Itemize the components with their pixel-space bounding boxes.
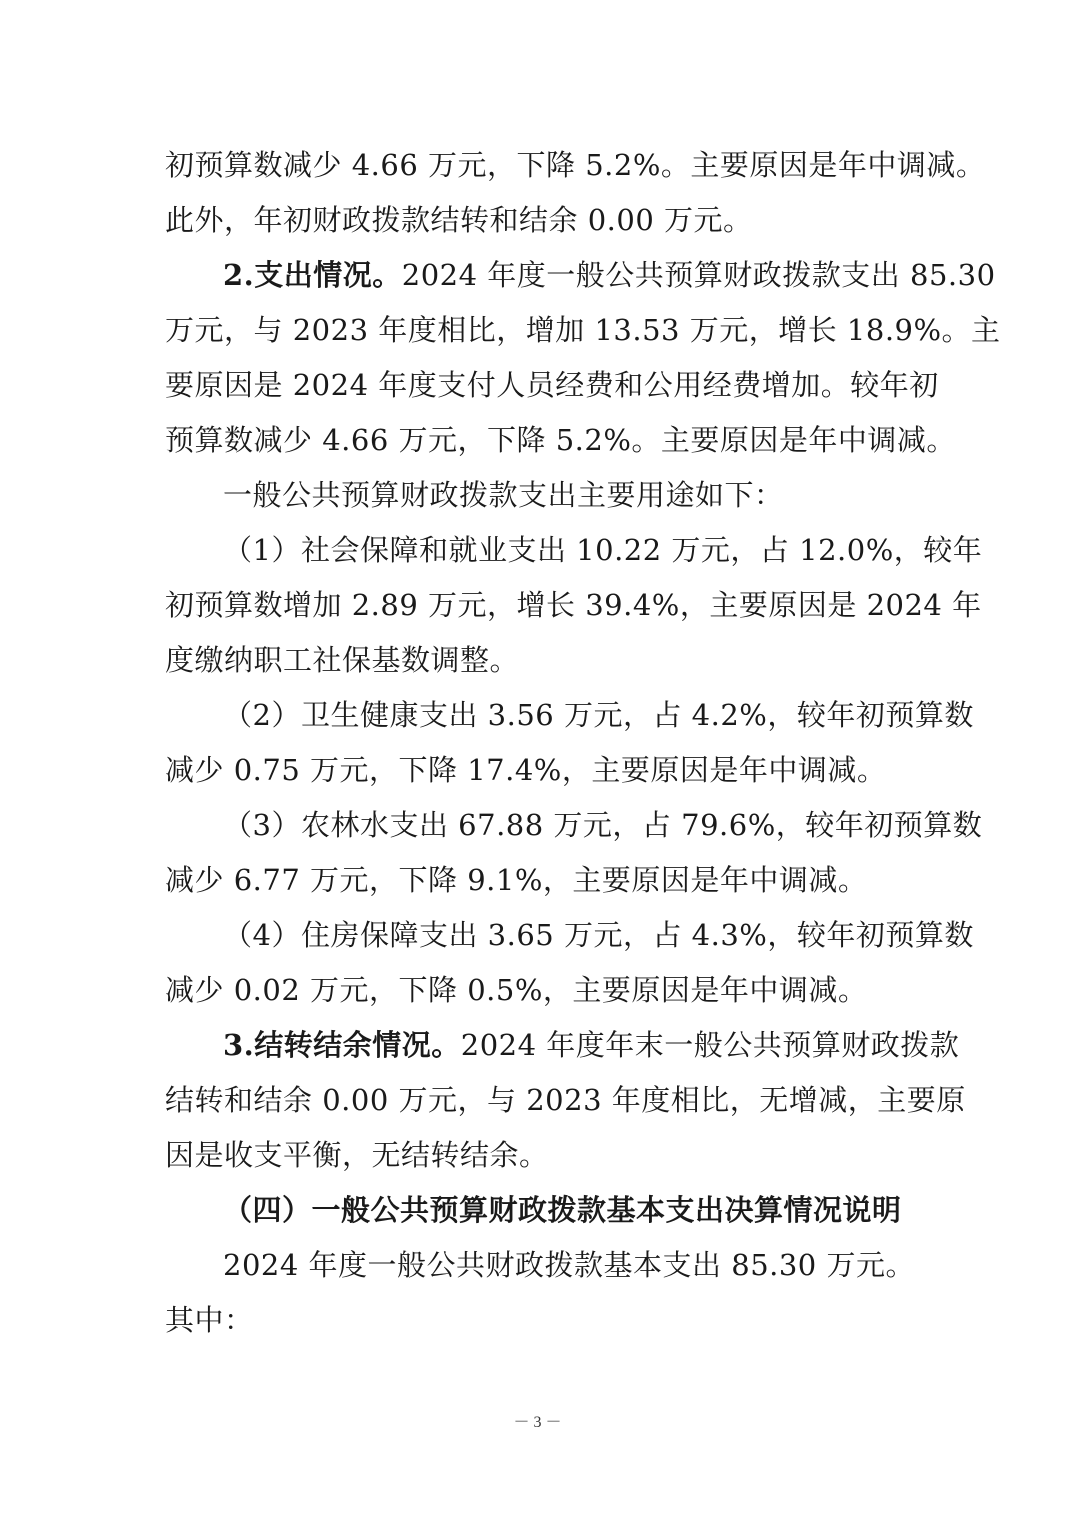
text-line: 减少 6.77 万元，下降 9.1%，主要原因是年中调减。 bbox=[165, 863, 868, 897]
text-line: 万元，与 2023 年度相比，增加 13.53 万元，增长 18.9%。主 bbox=[165, 313, 1001, 347]
text-line: 度缴纳职工社保基数调整。 bbox=[165, 643, 520, 677]
text-line: 因是收支平衡，无结转结余。 bbox=[165, 1138, 549, 1172]
text-line: 要原因是 2024 年度支付人员经费和公用经费增加。较年初 bbox=[165, 368, 939, 402]
text-line: 减少 0.75 万元，下降 17.4%，主要原因是年中调减。 bbox=[165, 753, 887, 787]
text-line: 此外，年初财政拨款结转和结余 0.00 万元。 bbox=[165, 203, 753, 237]
section-lead: 3.结转结余情况。 bbox=[223, 1028, 461, 1062]
text-line: 减少 0.02 万元，下降 0.5%，主要原因是年中调减。 bbox=[165, 973, 868, 1007]
text-span: 2024 年度一般公共预算财政拨款支出 85.30 bbox=[401, 258, 996, 292]
text-span: 2024 年度年末一般公共预算财政拨款 bbox=[460, 1028, 960, 1062]
text-line: 结转和结余 0.00 万元，与 2023 年度相比，无增减，主要原 bbox=[165, 1083, 966, 1117]
paragraph-first-line: 一般公共预算财政拨款支出主要用途如下： bbox=[223, 478, 784, 512]
text-line: 初预算数增加 2.89 万元，增长 39.4%，主要原因是 2024 年 bbox=[165, 588, 982, 622]
section-lead: 2.支出情况。 bbox=[223, 258, 402, 292]
text-line: 预算数减少 4.66 万元，下降 5.2%。主要原因是年中调减。 bbox=[165, 423, 956, 457]
list-item-first-line: （3）农林水支出 67.88 万元，占 79.6%，较年初预算数 bbox=[223, 808, 983, 842]
section-heading: （四）一般公共预算财政拨款基本支出决算情况说明 bbox=[223, 1193, 902, 1227]
paragraph-first-line: 2024 年度一般公共财政拨款基本支出 85.30 万元。 bbox=[223, 1248, 915, 1282]
list-item-first-line: （4）住房保障支出 3.65 万元，占 4.3%，较年初预算数 bbox=[223, 918, 974, 952]
paragraph-first-line bbox=[165, 248, 996, 303]
document-body bbox=[165, 138, 1001, 1348]
text-line: 初预算数减少 4.66 万元，下降 5.2%。主要原因是年中调减。 bbox=[165, 148, 986, 182]
list-item-first-line: （1）社会保障和就业支出 10.22 万元，占 12.0%，较年 bbox=[223, 533, 983, 567]
page-number: － 3 － bbox=[513, 1414, 562, 1431]
list-item-first-line: （2）卫生健康支出 3.56 万元，占 4.2%，较年初预算数 bbox=[223, 698, 974, 732]
text-line: 其中： bbox=[165, 1303, 254, 1337]
paragraph-first-line bbox=[165, 1018, 960, 1073]
